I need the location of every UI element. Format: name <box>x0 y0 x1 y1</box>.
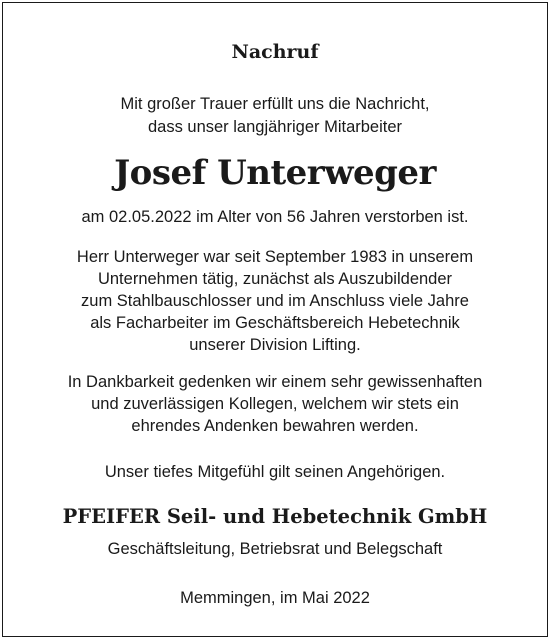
gratitude-line-1: In Dankbarkeit gedenken wir einem sehr gewissenhaften <box>67 373 483 391</box>
intro-line-1: Mit großer Trauer erfüllt uns die Nachricht, <box>120 95 430 113</box>
career-line-3: zum Stahlbauschlosser und im Anschluss viele Jahre <box>81 292 469 310</box>
sympathy-line: Unser tiefes Mitgefühl gilt seinen Angehörigen. <box>104 463 446 481</box>
place-date-line: Memmingen, im Mai 2022 <box>180 589 370 607</box>
company-name: PFEIFER Seil- und Hebetechnik GmbH <box>62 505 488 528</box>
signatories-line: Geschäftsleitung, Betriebsrat und Belegschaft <box>107 540 443 558</box>
career-line-1: Herr Unterweger war seit September 1983 in unserem <box>76 248 474 266</box>
obituary-notice <box>2 2 548 637</box>
gratitude-line-2: und zuverlässigen Kollegen, welchem wir stets ein <box>91 395 459 413</box>
career-line-2: Unternehmen tätig, zunächst als Auszubildender <box>97 270 453 288</box>
notice-heading: Nachruf <box>231 41 319 63</box>
gratitude-line-3: ehrendes Andenken bewahren werden. <box>131 417 419 435</box>
intro-line-2: dass unser langjähriger Mitarbeiter <box>147 118 403 136</box>
career-line-5: unserer Division Lifting. <box>189 336 361 354</box>
deceased-name: Josef Unterweger <box>114 153 436 193</box>
career-line-4: als Facharbeiter im Geschäftsbereich Hebetechnik <box>90 314 460 332</box>
death-date-line: am 02.05.2022 im Alter von 56 Jahren verstorben ist. <box>81 208 469 226</box>
